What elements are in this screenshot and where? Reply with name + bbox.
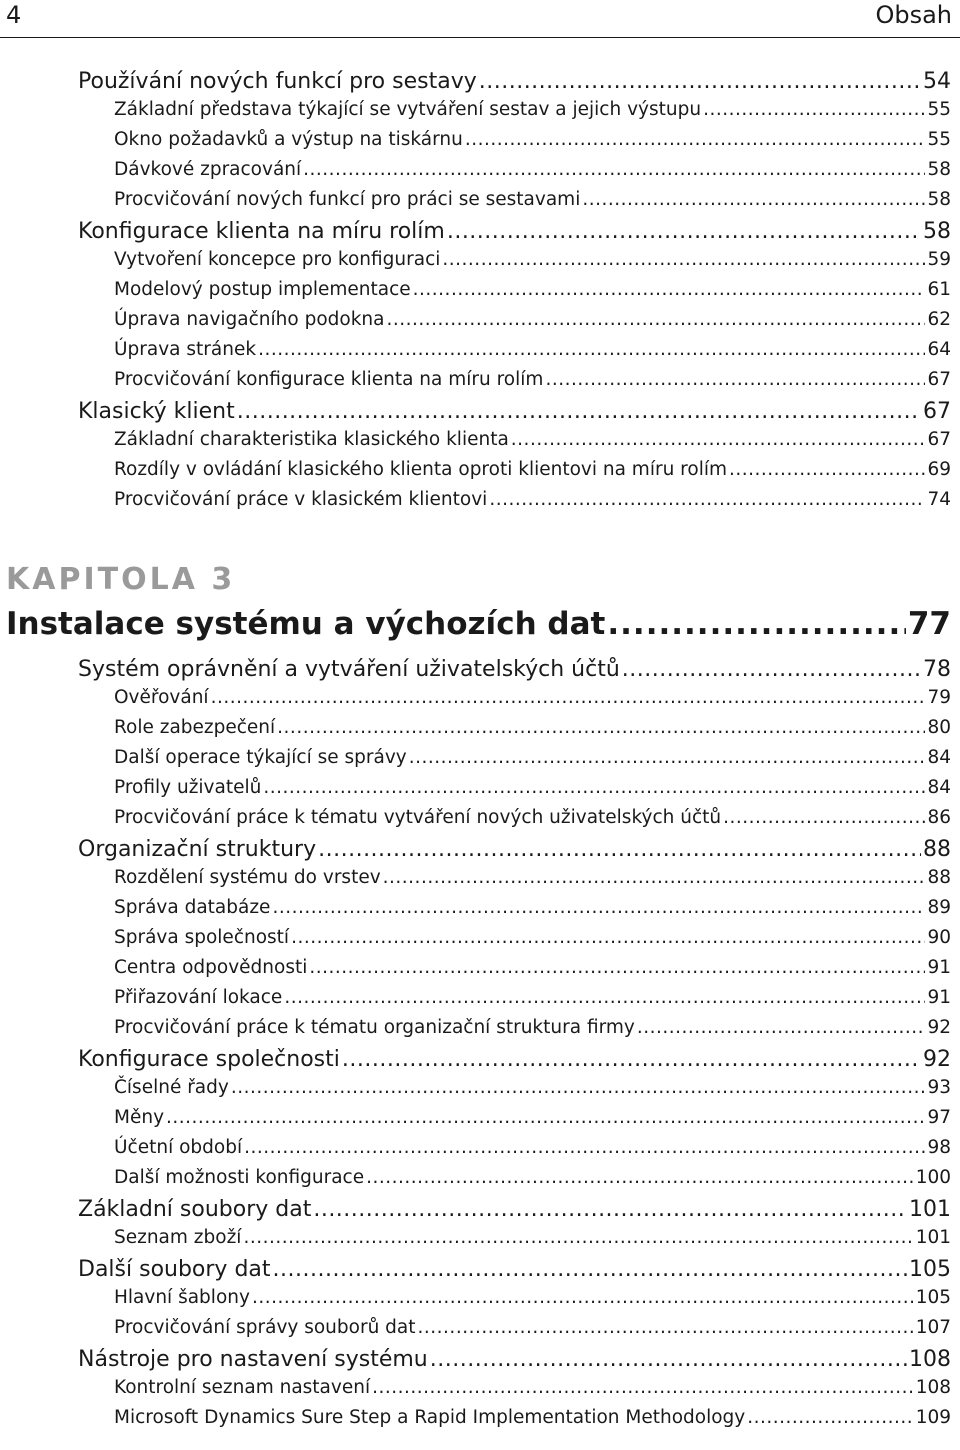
toc-subsection-entry[interactable] bbox=[114, 807, 951, 837]
toc-entry-page: 93 bbox=[927, 1077, 951, 1098]
toc-section-entry[interactable] bbox=[78, 1047, 951, 1077]
toc-entry-page: 55 bbox=[927, 129, 951, 150]
dot-leader bbox=[252, 1287, 914, 1308]
toc-entry-title: Rozdíly v ovládání klasického klienta oproti klientovi na míru rolím bbox=[114, 459, 728, 480]
toc-entry-title: Správa společností bbox=[114, 927, 290, 948]
dot-leader bbox=[479, 69, 921, 94]
toc-entry-title: Účetní období bbox=[114, 1137, 243, 1158]
toc-entry-title: Role zabezpečení bbox=[114, 717, 276, 738]
toc-entry-title: Další možnosti konfigurace bbox=[114, 1167, 365, 1188]
toc-entry-title: Základní soubory dat bbox=[78, 1197, 312, 1222]
toc-entry-title: Měny bbox=[114, 1107, 165, 1128]
toc-subsection-entry[interactable] bbox=[114, 687, 951, 717]
toc-entry-title: Další operace týkající se správy bbox=[114, 747, 407, 768]
toc-entry-title: Procvičování konfigurace klienta na míru rolím bbox=[114, 369, 544, 390]
toc-subsection-entry[interactable] bbox=[114, 867, 951, 897]
toc-subsection-entry[interactable] bbox=[114, 1137, 951, 1167]
toc-subsection-entry[interactable] bbox=[114, 777, 951, 807]
toc-entry-title: Vytvoření koncepce pro konfiguraci bbox=[114, 249, 441, 270]
toc-entry-title: Hlavní šablony bbox=[114, 1287, 250, 1308]
toc-entry-page: 91 bbox=[927, 957, 951, 978]
dot-leader bbox=[447, 219, 921, 244]
dot-leader bbox=[723, 807, 925, 828]
toc-entry-page: 108 bbox=[909, 1347, 951, 1372]
toc-entry-title: Úprava navigačního podokna bbox=[114, 309, 385, 330]
toc-subsection-entry[interactable] bbox=[114, 987, 951, 1017]
dot-leader bbox=[243, 1227, 913, 1248]
dot-leader bbox=[211, 687, 926, 708]
toc-entry-page: 84 bbox=[927, 747, 951, 768]
dot-leader bbox=[607, 606, 906, 642]
toc-section-entry[interactable] bbox=[78, 69, 951, 99]
dot-leader bbox=[273, 1257, 907, 1282]
toc-subsection-entry[interactable] bbox=[114, 369, 951, 399]
running-title: Obsah bbox=[875, 1, 952, 29]
toc-entry-page: 80 bbox=[927, 717, 951, 738]
toc-entry-page: 67 bbox=[927, 369, 951, 390]
toc-subsection-entry[interactable] bbox=[114, 159, 951, 189]
toc-entry-page: 91 bbox=[927, 987, 951, 1008]
dot-leader bbox=[263, 777, 925, 798]
toc-entry-page: 89 bbox=[927, 897, 951, 918]
toc-entry-page: 78 bbox=[923, 657, 951, 682]
toc-entry-title: Rozdělení systému do vrstev bbox=[114, 867, 381, 888]
toc-subsection-entry[interactable] bbox=[114, 459, 951, 489]
chapter-title: Instalace systému a výchozích dat bbox=[6, 606, 606, 642]
running-header bbox=[0, 0, 960, 38]
toc-subsection-entry[interactable] bbox=[114, 189, 951, 219]
toc-entry-title: Procvičování nových funkcí pro práci se sestavami bbox=[114, 189, 581, 210]
toc-entry-page: 108 bbox=[915, 1377, 951, 1398]
dot-leader bbox=[703, 99, 925, 120]
toc-entry-page: 55 bbox=[927, 99, 951, 120]
toc-subsection-entry[interactable] bbox=[114, 279, 951, 309]
dot-leader bbox=[231, 1077, 926, 1098]
toc-subsection-entry[interactable] bbox=[114, 897, 951, 927]
toc-entry-title: Nástroje pro nastavení systému bbox=[78, 1347, 428, 1372]
dot-leader bbox=[465, 129, 926, 150]
dot-leader bbox=[409, 747, 926, 768]
toc-subsection-entry[interactable] bbox=[114, 429, 951, 459]
dot-leader bbox=[637, 1017, 926, 1038]
toc-section-entry[interactable] bbox=[78, 399, 951, 429]
toc-section-entry[interactable] bbox=[78, 657, 951, 687]
toc-entry-title: Systém oprávnění a vytváření uživatelských účtů bbox=[78, 657, 620, 682]
toc-entry-title: Dávkové zpracování bbox=[114, 159, 302, 180]
dot-leader bbox=[489, 489, 925, 510]
chapter-title-entry[interactable] bbox=[6, 606, 951, 642]
toc-entry-title: Úprava stránek bbox=[114, 339, 257, 360]
dot-leader bbox=[166, 1107, 925, 1128]
dot-leader bbox=[303, 159, 925, 180]
toc-entry-title: Správa databáze bbox=[114, 897, 271, 918]
toc-subsection-entry[interactable] bbox=[114, 1077, 951, 1107]
chapter-page: 77 bbox=[907, 606, 951, 642]
toc-entry-page: 90 bbox=[927, 927, 951, 948]
dot-leader bbox=[277, 717, 925, 738]
toc-section-entry[interactable] bbox=[78, 1257, 951, 1287]
toc-subsection-entry[interactable] bbox=[114, 1407, 951, 1437]
toc-entry-title: Kontrolní seznam nastavení bbox=[114, 1377, 371, 1398]
toc-subsection-entry[interactable] bbox=[114, 249, 951, 279]
toc-entry-page: 109 bbox=[915, 1407, 951, 1428]
toc-subsection-entry[interactable] bbox=[114, 957, 951, 987]
dot-leader bbox=[386, 309, 925, 330]
toc-entry-title: Přiřazování lokace bbox=[114, 987, 283, 1008]
toc-section-entry[interactable] bbox=[78, 837, 951, 867]
toc-entry-title: Seznam zboží bbox=[114, 1227, 242, 1248]
toc-entry-title: Klasický klient bbox=[78, 399, 235, 424]
toc-subsection-entry[interactable] bbox=[114, 309, 951, 339]
toc-entry-page: 105 bbox=[915, 1287, 951, 1308]
toc-entry-title: Číselné řady bbox=[114, 1077, 229, 1098]
toc-entry-page: 67 bbox=[923, 399, 951, 424]
toc-entry-page: 58 bbox=[923, 219, 951, 244]
toc-entry-page: 69 bbox=[927, 459, 951, 480]
dot-leader bbox=[413, 279, 926, 300]
chapter-label: KAPITOLA 3 bbox=[6, 562, 236, 597]
dot-leader bbox=[244, 1137, 925, 1158]
toc-subsection-entry[interactable] bbox=[114, 339, 951, 369]
toc-entry-page: 86 bbox=[927, 807, 951, 828]
toc-entry-page: 64 bbox=[927, 339, 951, 360]
toc-entry-page: 88 bbox=[927, 867, 951, 888]
toc-entry-page: 97 bbox=[927, 1107, 951, 1128]
dot-leader bbox=[318, 837, 921, 862]
toc-section-entry[interactable] bbox=[78, 1347, 951, 1377]
toc-entry-title: Používání nových funkcí pro sestavy bbox=[78, 69, 477, 94]
toc-entry-title: Další soubory dat bbox=[78, 1257, 271, 1282]
dot-leader bbox=[291, 927, 925, 948]
dot-leader bbox=[545, 369, 925, 390]
toc-entry-title: Okno požadavků a výstup na tiskárnu bbox=[114, 129, 463, 150]
dot-leader bbox=[747, 1407, 913, 1428]
dot-leader bbox=[342, 1047, 921, 1072]
dot-leader bbox=[418, 1317, 914, 1338]
dot-leader bbox=[258, 339, 925, 360]
toc-entry-page: 98 bbox=[927, 1137, 951, 1158]
toc-entry-page: 101 bbox=[909, 1197, 951, 1222]
toc-entry-title: Ověřování bbox=[114, 687, 209, 708]
toc-subsection-entry[interactable] bbox=[114, 1287, 951, 1317]
dot-leader bbox=[366, 1167, 914, 1188]
page-number: 4 bbox=[6, 1, 22, 29]
toc-entry-page: 107 bbox=[915, 1317, 951, 1338]
toc-subsection-entry[interactable] bbox=[114, 99, 951, 129]
toc-entry-title: Centra odpovědnosti bbox=[114, 957, 308, 978]
toc-entry-title: Konfigurace klienta na míru rolím bbox=[78, 219, 445, 244]
toc-entry-title: Organizační struktury bbox=[78, 837, 317, 862]
toc-subsection-entry[interactable] bbox=[114, 927, 951, 957]
toc-entry-title: Procvičování práce k tématu vytváření nových uživatelských účtů bbox=[114, 807, 722, 828]
toc-entry-page: 74 bbox=[927, 489, 951, 510]
toc-entry-title: Základní představa týkající se vytváření sestav a jejich výstupu bbox=[114, 99, 702, 120]
toc-entry-page: 58 bbox=[927, 159, 951, 180]
dot-leader bbox=[309, 957, 925, 978]
toc-subsection-entry[interactable] bbox=[114, 747, 951, 777]
toc-entry-title: Konfigurace společnosti bbox=[78, 1047, 340, 1072]
toc-entry-page: 61 bbox=[927, 279, 951, 300]
dot-leader bbox=[729, 459, 925, 480]
toc-entry-title: Profily uživatelů bbox=[114, 777, 262, 798]
dot-leader bbox=[511, 429, 926, 450]
toc-entry-page: 62 bbox=[927, 309, 951, 330]
toc-entry-page: 105 bbox=[909, 1257, 951, 1282]
toc-subsection-entry[interactable] bbox=[114, 1227, 951, 1257]
dot-leader bbox=[383, 867, 926, 888]
toc-entry-title: Procvičování práce k tématu organizační struktura firmy bbox=[114, 1017, 635, 1038]
toc-entry-title: Microsoft Dynamics Sure Step a Rapid Implementation Methodology bbox=[114, 1407, 746, 1428]
toc-entry-page: 92 bbox=[927, 1017, 951, 1038]
toc-subsection-entry[interactable] bbox=[114, 489, 951, 519]
toc-section-entry[interactable] bbox=[78, 219, 951, 249]
toc-subsection-entry[interactable] bbox=[114, 1017, 951, 1047]
dot-leader bbox=[622, 657, 921, 682]
toc-entry-page: 88 bbox=[923, 837, 951, 862]
dot-leader bbox=[272, 897, 925, 918]
dot-leader bbox=[430, 1347, 907, 1372]
dot-leader bbox=[442, 249, 925, 270]
toc-entry-page: 54 bbox=[923, 69, 951, 94]
toc-entry-page: 84 bbox=[927, 777, 951, 798]
toc-entry-page: 92 bbox=[923, 1047, 951, 1072]
dot-leader bbox=[284, 987, 925, 1008]
toc-entry-page: 67 bbox=[927, 429, 951, 450]
dot-leader bbox=[237, 399, 921, 424]
dot-leader bbox=[313, 1197, 907, 1222]
toc-entry-title: Procvičování správy souborů dat bbox=[114, 1317, 416, 1338]
toc-entry-page: 58 bbox=[927, 189, 951, 210]
toc-subsection-entry[interactable] bbox=[114, 1167, 951, 1197]
dot-leader bbox=[582, 189, 925, 210]
toc-subsection-entry[interactable] bbox=[114, 717, 951, 747]
toc-entry-page: 59 bbox=[927, 249, 951, 270]
toc-subsection-entry[interactable] bbox=[114, 1377, 951, 1407]
toc-entry-page: 79 bbox=[927, 687, 951, 708]
toc-entry-title: Modelový postup implementace bbox=[114, 279, 411, 300]
toc-entry-title: Procvičování práce v klasickém klientovi bbox=[114, 489, 488, 510]
toc-entry-title: Základní charakteristika klasického klienta bbox=[114, 429, 509, 450]
toc-entry-page: 101 bbox=[915, 1227, 951, 1248]
toc-subsection-entry[interactable] bbox=[114, 1317, 951, 1347]
toc-subsection-entry[interactable] bbox=[114, 1107, 951, 1137]
toc-entry-page: 100 bbox=[915, 1167, 951, 1188]
toc-subsection-entry[interactable] bbox=[114, 129, 951, 159]
toc-section-entry[interactable] bbox=[78, 1197, 951, 1227]
dot-leader bbox=[372, 1377, 914, 1398]
